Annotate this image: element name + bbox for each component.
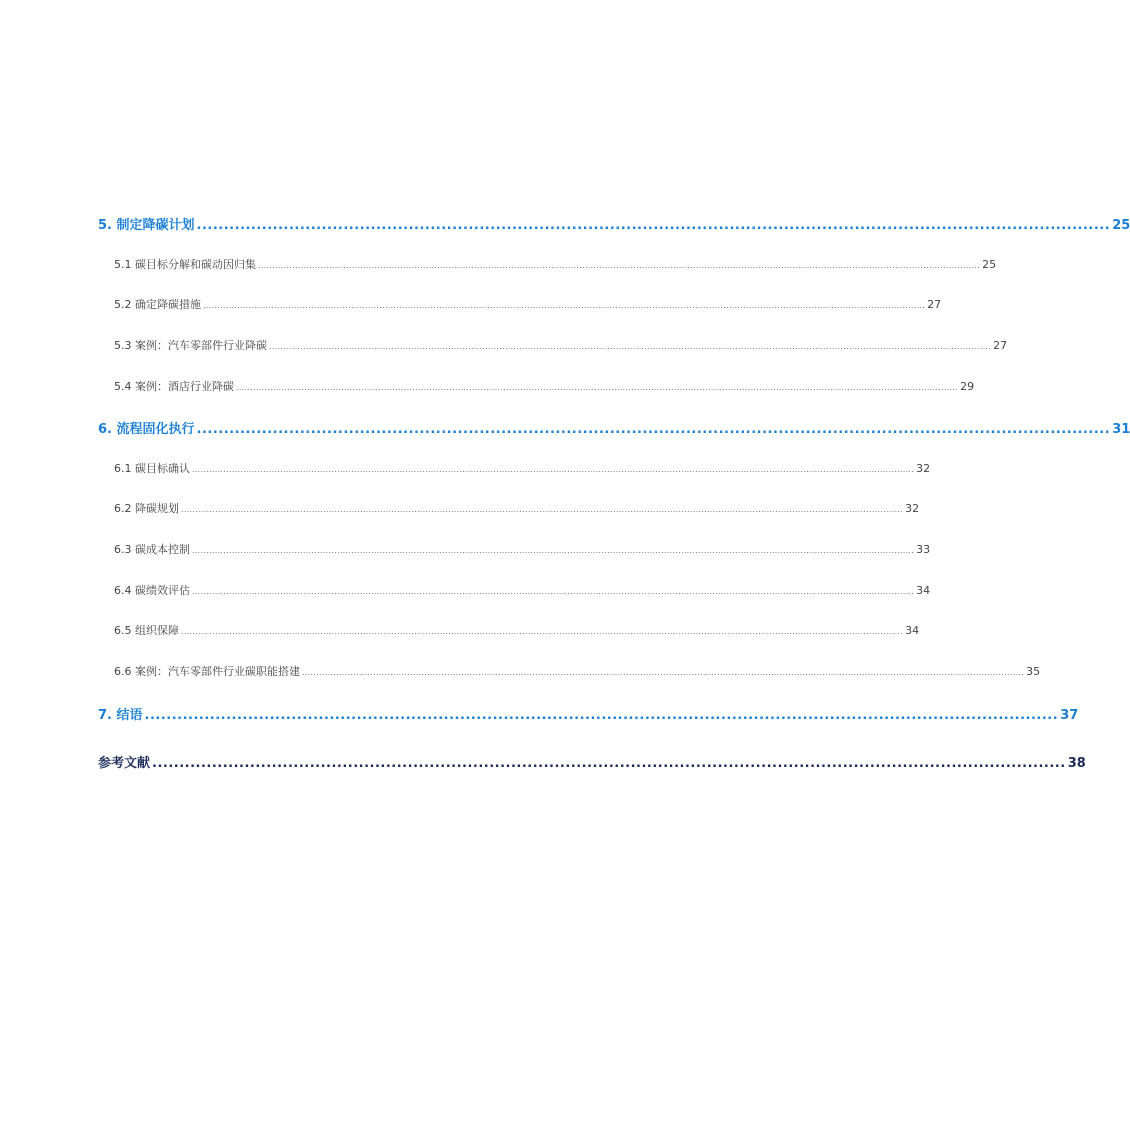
toc-entry-label: 参考文献 <box>98 756 151 771</box>
toc-section-6-2[interactable] <box>114 500 920 516</box>
toc-section-5-1[interactable] <box>114 256 997 272</box>
toc-page-number: 34 <box>905 624 920 637</box>
toc-section-5-4[interactable] <box>114 378 975 394</box>
toc-section-6-6[interactable] <box>114 663 1041 679</box>
toc-page-number: 27 <box>927 298 942 311</box>
toc-page-number: 34 <box>916 584 931 597</box>
toc-chapter-5[interactable] <box>98 214 1130 233</box>
toc-section-6-1[interactable] <box>114 460 931 476</box>
toc-page-number: 31 <box>1112 422 1130 437</box>
toc-entry-label: 6.1 碳目标确认 <box>114 462 190 475</box>
dot-leader: .............................................................................................................................................................................................................................................................. <box>192 587 915 596</box>
toc-section-6-3[interactable] <box>114 541 931 557</box>
toc-entry-label: 6.4 碳绩效评估 <box>114 584 190 597</box>
toc-entry-label: 6.2 降碳规划 <box>114 502 179 515</box>
dot-leader: .............................................................................................................................................................................................................................................................. <box>192 465 915 474</box>
toc-page-number: 35 <box>1026 665 1041 678</box>
dot-leader: .............................................................................................................................................................................................................................................................. <box>181 627 904 636</box>
dot-leader: .............................................................................................................................................................................................................................................................. <box>192 546 915 555</box>
toc-entry-label: 5.2 确定降碳措施 <box>114 298 201 311</box>
toc-page-number: 32 <box>905 502 920 515</box>
toc-chapter-7[interactable] <box>98 704 1079 723</box>
dot-leader: ........................................................................................................................................................................ <box>196 422 1111 437</box>
toc-entry-label: 5.3 案例：汽车零部件行业降碳 <box>114 339 267 352</box>
dot-leader: .............................................................................................................................................................................................................................................................. <box>203 301 926 310</box>
toc-page-number: 25 <box>1112 218 1130 233</box>
toc-entry-label: 5.1 碳目标分解和碳动因归集 <box>114 258 256 271</box>
toc-entry-label: 7. 结语 <box>98 708 143 723</box>
dot-leader: .............................................................................................................................................................................................................................................................. <box>258 261 981 270</box>
toc-entry-label: 6.6 案例：汽车零部件行业碳职能搭建 <box>114 665 300 678</box>
dot-leader: ........................................................................................................................................................................ <box>196 218 1111 233</box>
dot-leader: .............................................................................................................................................................................................................................................................. <box>181 505 904 514</box>
toc-section-5-3[interactable] <box>114 337 1008 353</box>
toc-entry-label: 6.3 碳成本控制 <box>114 543 190 556</box>
toc-page-number: 38 <box>1067 756 1086 771</box>
toc-section-6-5[interactable] <box>114 622 920 638</box>
toc-entry-label: 5. 制定降碳计划 <box>98 218 195 233</box>
toc-entry-label: 6.5 组织保障 <box>114 624 179 637</box>
toc-section-6-4[interactable] <box>114 582 931 598</box>
toc-page-number: 29 <box>960 380 975 393</box>
dot-leader: .............................................................................................................................................................................................................................................................. <box>302 668 1025 677</box>
dot-leader: ........................................................................................................................................................................ <box>144 708 1059 723</box>
toc-page-number: 25 <box>982 258 997 271</box>
toc-page-number: 32 <box>916 462 931 475</box>
toc-page-number: 27 <box>993 339 1008 352</box>
dot-leader: .............................................................................................................................................................................................................................................................. <box>269 342 992 351</box>
toc-entry-label: 5.4 案例：酒店行业降碳 <box>114 380 234 393</box>
toc-chapter-6[interactable] <box>98 418 1130 437</box>
toc-references[interactable] <box>98 752 1086 771</box>
toc-page-number: 33 <box>916 543 931 556</box>
toc-page-number: 37 <box>1060 708 1079 723</box>
dot-leader: .............................................................................................................................................................................................................................................................. <box>236 383 959 392</box>
dot-leader: ........................................................................................................................................................................ <box>152 756 1066 771</box>
toc-section-5-2[interactable] <box>114 296 942 312</box>
toc-entry-label: 6. 流程固化执行 <box>98 422 195 437</box>
